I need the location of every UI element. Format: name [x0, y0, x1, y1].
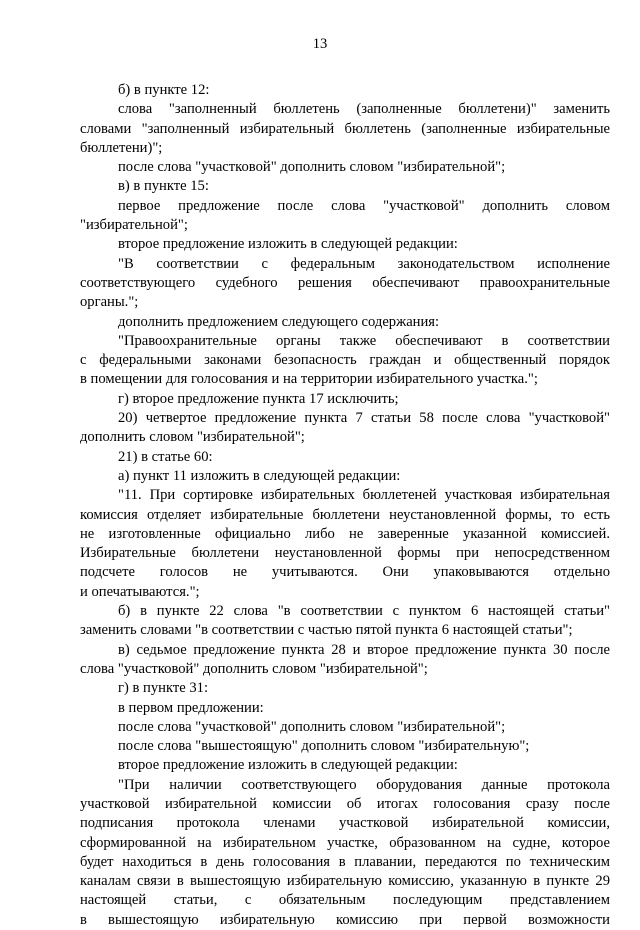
page-number: 13 — [312, 36, 328, 52]
text-line: второе предложение изложить в следующей редакции: — [118, 236, 458, 253]
text-line: "11. При сортировке избирательных бюллетеней участковая избирательная — [118, 487, 610, 504]
text-line: в первом предложении: — [118, 699, 264, 716]
text-line: в вышестоящую избирательную комиссию при первой возможности — [80, 911, 610, 928]
text-line: г) второе предложение пункта 17 исключить; — [118, 390, 399, 407]
text-line: слова "участковой" дополнить словом "избирательной"; — [80, 660, 428, 677]
text-line: "избирательной"; — [80, 217, 188, 234]
text-line: в) в пункте 15: — [118, 178, 209, 195]
text-line: с федеральными законами безопасность граждан и общественный порядок — [80, 352, 610, 369]
text-line: бюллетени)"; — [80, 139, 163, 156]
text-line: б) в пункте 22 слова "в соответствии с пунктом 6 настоящей статьи" — [118, 603, 610, 620]
text-line: в) седьмое предложение пункта 28 и второе предложение пункта 30 после — [118, 641, 610, 658]
text-line: каналам связи в вышестоящую избирательную комиссию, указанную в пункте 29 — [80, 873, 610, 890]
text-line: а) пункт 11 изложить в следующей редакции: — [118, 467, 401, 484]
text-line: б) в пункте 12: — [118, 82, 210, 98]
text-line: г) в пункте 31: — [118, 680, 208, 697]
text-line: после слова "участковой" дополнить словом "избирательной"; — [118, 718, 506, 735]
text-line: слова "заполненный бюллетень (заполненные бюллетени)" заменить — [118, 101, 610, 118]
document-body — [80, 81, 610, 930]
text-line: Избирательные бюллетени неустановленной формы при непосредственном — [80, 545, 610, 562]
text-line: соответствующего судебного решения обеспечивают правоохранительные — [80, 274, 610, 291]
text-line: подписания протокола членами участковой избирательной комиссии, — [80, 815, 610, 832]
text-line: подсчете голосов не учитываются. Они упаковываются отдельно — [80, 564, 610, 581]
text-line: "При наличии соответствующего оборудования данные протокола — [118, 776, 610, 793]
text-line: участковой избирательной комиссии об итогах голосования сразу после — [80, 795, 610, 812]
text-line: органы."; — [80, 294, 139, 311]
text-line: "Правоохранительные органы также обеспечивают в соответствии — [118, 332, 610, 349]
text-line: 20) четвертое предложение пункта 7 статьи 58 после слова "участковой" — [118, 410, 610, 427]
text-line: второе предложение изложить в следующей редакции: — [118, 757, 458, 774]
text-line: комиссия отделяет избирательные бюллетени неустановленной формы, то есть — [80, 506, 610, 523]
text-line: сформированной на избирательном участке, образованном на судне, которое — [80, 834, 610, 851]
text-line: настоящей статьи, с обязательным последующим представлением — [80, 892, 610, 909]
text-line: будет находиться в день голосования в плавании, передаются по техническим — [80, 853, 610, 870]
text-line: "В соответствии с федеральным законодательством исполнение — [118, 255, 610, 272]
text-line: дополнить предложением следующего содержания: — [118, 313, 440, 330]
text-line: не изготовленные официально либо не заверенные указанной комиссией. — [80, 525, 610, 542]
text-line: 21) в статье 60: — [118, 448, 213, 465]
text-line: и опечатываются."; — [80, 583, 200, 600]
text-line: словами "заполненный избирательный бюллетень (заполненные избирательные — [80, 120, 610, 137]
text-line: после слова "вышестоящую" дополнить словом "избирательную"; — [118, 738, 530, 755]
text-line: в помещении для голосования и на территории избирательного участка."; — [80, 371, 538, 388]
text-line: после слова "участковой" дополнить словом "избирательной"; — [118, 159, 506, 176]
text-line: первое предложение после слова "участковой" дополнить словом — [118, 197, 610, 214]
text-line: дополнить словом "избирательной"; — [80, 429, 305, 446]
text-line: заменить словами "в соответствии с частью пятой пункта 6 настоящей статьи"; — [80, 622, 573, 639]
